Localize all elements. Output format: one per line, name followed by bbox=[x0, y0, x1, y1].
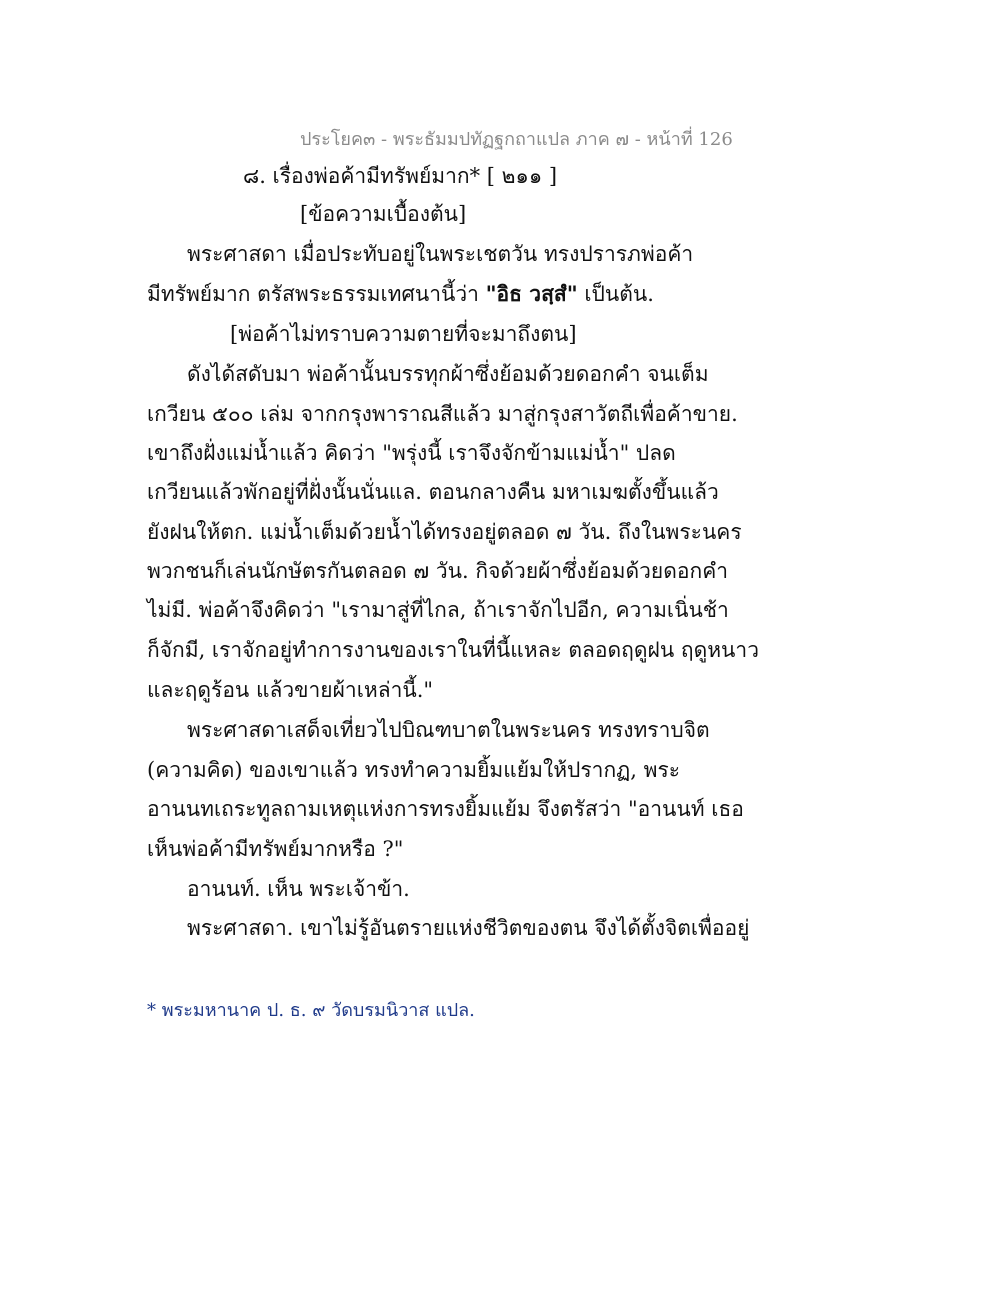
paragraph-line: อานนทเถระทูลถามเหตุแห่งการทรงยิ้มแย้ม จึงตรัสว่า "อานนท์ เธอ bbox=[147, 797, 744, 821]
pali-quote: "อิธ วสฺสํ" bbox=[485, 281, 578, 306]
footnote: * พระมหานาค ป. ธ. ๙ วัดบรมนิวาส แปล. bbox=[147, 1000, 475, 1021]
paragraph-line: ดังได้สดับมา พ่อค้านั้นบรรทุกผ้าซึ่งย้อมด้วยดอกคำ จนเต็ม bbox=[187, 362, 709, 386]
paragraph-line: (ความคิด) ของเขาแล้ว ทรงทำความยิ้มแย้มให้ปรากฏ, พระ bbox=[147, 758, 681, 782]
subheading-intro: [ข้อความเบื้องต้น] bbox=[300, 202, 467, 226]
paragraph-line: เกวียน ๕๐๐ เล่ม จากกรุงพาราณสีแล้ว มาสู่กรุงสาวัตถีเพื่อค้าขาย. bbox=[147, 402, 738, 426]
paragraph-line: และฤดูร้อน แล้วขายผ้าเหล่านี้." bbox=[147, 678, 434, 702]
paragraph-line: ก็จักมี, เราจักอยู่ทำการงานของเราในที่นี้แหละ ตลอดฤดูฝน ฤดูหนาว bbox=[147, 638, 759, 662]
paragraph-line: ยังฝนให้ตก. แม่น้ำเต็มด้วยน้ำได้ทรงอยู่ตลอด ๗ วัน. ถึงในพระนคร bbox=[147, 520, 742, 544]
intro-text: มีทรัพย์มาก ตรัสพระธรรมเทศนานี้ว่า bbox=[147, 282, 486, 306]
dialogue-line: อานนท์. เห็น พระเจ้าข้า. bbox=[187, 877, 410, 901]
story-title: ๘. เรื่องพ่อค้ามีทรัพย์มาก* [ ๒๑๑ ] bbox=[243, 164, 558, 188]
intro-text-end: เป็นต้น. bbox=[577, 282, 654, 306]
paragraph-line: พวกชนก็เล่นนักษัตรกันตลอด ๗ วัน. กิจด้วยผ้าซึ่งย้อมด้วยดอกคำ bbox=[147, 559, 729, 583]
subheading-story: [พ่อค้าไม่ทราบความตายที่จะมาถึงตน] bbox=[230, 322, 577, 346]
paragraph-line: ไม่มี. พ่อค้าจึงคิดว่า "เรามาสู่ที่ไกล, ถ้าเราจักไปอีก, ความเนิ่นช้า bbox=[147, 598, 729, 622]
intro-line-2 bbox=[147, 280, 654, 308]
intro-line-1: พระศาสดา เมื่อประทับอยู่ในพระเชตวัน ทรงปรารภพ่อค้า bbox=[187, 242, 694, 266]
paragraph-line: เห็นพ่อค้ามีทรัพย์มากหรือ ?" bbox=[147, 837, 404, 861]
paragraph-line: พระศาสดาเสด็จเที่ยวไปบิณฑบาตในพระนคร ทรงทราบจิต bbox=[187, 718, 710, 742]
page-header: ประโยค๓ - พระธัมมปทัฏฐกถาแปล ภาค ๗ - หน้าที่ 126 bbox=[300, 129, 733, 150]
paragraph-line: เขาถึงฝั่งแม่น้ำแล้ว คิดว่า "พรุ่งนี้ เราจึงจักข้ามแม่น้ำ" ปลด bbox=[147, 441, 676, 465]
dialogue-line: พระศาสดา. เขาไม่รู้อันตรายแห่งชีวิตของตน จึงได้ตั้งจิตเพื่ออยู่ bbox=[187, 916, 750, 940]
paragraph-line: เกวียนแล้วพักอยู่ที่ฝั่งนั้นนั่นแล. ตอนกลางคืน มหาเมฆตั้งขึ้นแล้ว bbox=[147, 480, 719, 504]
